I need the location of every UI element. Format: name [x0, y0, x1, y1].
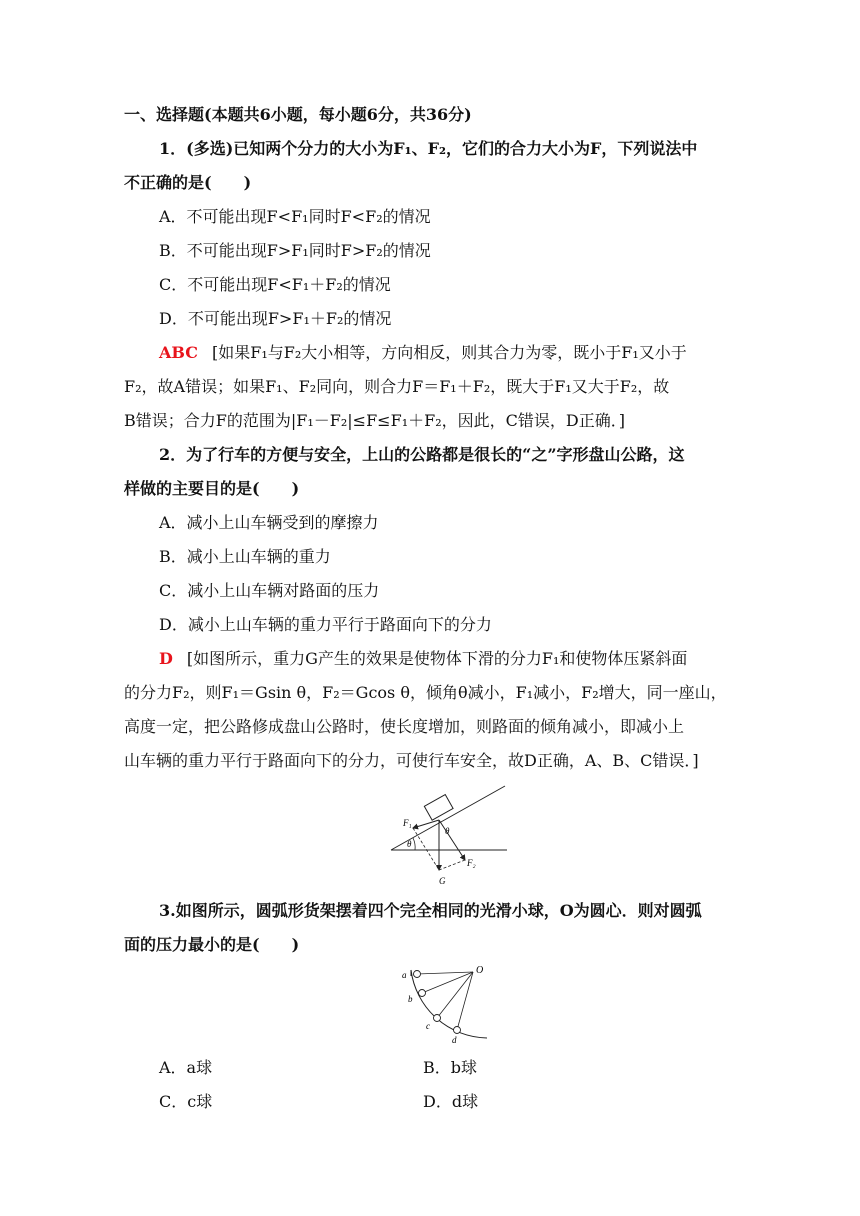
radius-a	[417, 972, 473, 974]
q2-option-a: A．减小上山车辆受到的摩擦力	[159, 513, 379, 532]
q1-answer: ABC	[159, 343, 198, 362]
q3-option-d: D．d球	[423, 1092, 479, 1111]
ball-d	[454, 1027, 461, 1034]
ball-b	[419, 990, 426, 997]
q2-answer: D	[159, 649, 173, 668]
q2-explanation-line1	[159, 648, 740, 670]
q1-explanation-line2: F₂，故A错误；如果F₁、F₂同向，则合力F＝F₁＋F₂，既大于F₁又大于F₂，故	[124, 377, 670, 396]
label-f2: F₂	[467, 858, 476, 868]
q3-option-c: C．c球	[159, 1092, 213, 1111]
q1-option-d: D．不可能出现F>F₁＋F₂的情况	[159, 309, 392, 328]
radius-b	[422, 972, 473, 993]
q2-stem-line1: 2．为了行车的方便与安全，上山的公路都是很长的“之”字形盘山公路，这	[159, 445, 685, 464]
label-theta-top: θ	[445, 826, 450, 836]
q1-explanation-line1	[159, 342, 740, 364]
radius-c	[437, 972, 473, 1018]
q1-explanation-text1: [如果F₁与F₂大小相等，方向相反，则其合力为零，既小于F₁又小于	[211, 343, 687, 362]
q1-option-a: A．不可能出现F<F₁同时F<F₂的情况	[159, 207, 431, 226]
block	[424, 795, 453, 821]
q3-stem-line2: 面的压力最小的是( )	[124, 935, 300, 954]
q3-option-b: B．b球	[423, 1058, 478, 1077]
arc-shelf-diagram	[395, 960, 505, 1050]
radius-d	[457, 972, 473, 1030]
q2-option-d: D．减小上山车辆的重力平行于路面向下的分力	[159, 615, 492, 634]
q3-stem-line1: 3.如图所示，圆弧形货架摆着四个完全相同的光滑小球，O为圆心．则对圆弧	[159, 901, 702, 920]
q3-option-a: A．a球	[159, 1058, 213, 1077]
label-d: d	[452, 1035, 457, 1045]
q2-option-b: B．减小上山车辆的重力	[159, 547, 331, 566]
label-c: c	[426, 1021, 430, 1031]
q2-stem-line2: 样做的主要目的是( )	[124, 479, 300, 498]
q1-stem-line2: 不正确的是( )	[124, 173, 252, 192]
section-title: 一、选择题(本题共6小题，每小题6分，共36分)	[124, 105, 472, 124]
label-theta-bottom: θ	[407, 839, 412, 849]
incline-force-diagram	[385, 780, 515, 890]
q2-explanation-text1: [如图所示，重力G产生的效果是使物体下滑的分力F₁和使物体压紧斜面	[186, 649, 688, 668]
q1-option-b: B．不可能出现F>F₁同时F>F₂的情况	[159, 241, 431, 260]
f1-arrow	[413, 820, 439, 828]
q1-stem-line1: 1．(多选)已知两个分力的大小为F₁、F₂，它们的合力大小为F，下列说法中	[159, 139, 698, 158]
label-f1: F₁	[403, 818, 412, 828]
label-b: b	[408, 994, 413, 1004]
q2-explanation-line4: 山车辆的重力平行于路面向下的分力，可使行车安全，故D正确，A、B、C错误．]	[124, 751, 699, 770]
label-o: O	[476, 965, 484, 976]
q1-explanation-line3: B错误；合力F的范围为|F₁－F₂|≤F≤F₁＋F₂，因此，C错误，D正确．]	[124, 411, 625, 430]
dashed-line-1	[413, 828, 439, 870]
label-g: G	[439, 876, 446, 886]
ball-c	[434, 1015, 441, 1022]
q2-explanation-line3: 高度一定，把公路修成盘山公路时，使长度增加，则路面的倾角减小，即减小上	[124, 717, 685, 736]
q2-option-c: C．减小上山车辆对路面的压力	[159, 581, 380, 600]
f2-arrow	[439, 820, 465, 860]
q1-option-c: C．不可能出现F<F₁＋F₂的情况	[159, 275, 391, 294]
theta-arc	[413, 838, 415, 850]
label-a: a	[402, 970, 407, 980]
ball-a	[414, 971, 421, 978]
q2-explanation-line2: 的分力F₂，则F₁＝Gsin θ，F₂＝Gcos θ，倾角θ减小，F₁减小，F₂增大，同一座山，	[124, 683, 727, 702]
dashed-line-2	[439, 860, 465, 870]
arc-surface	[411, 970, 487, 1038]
